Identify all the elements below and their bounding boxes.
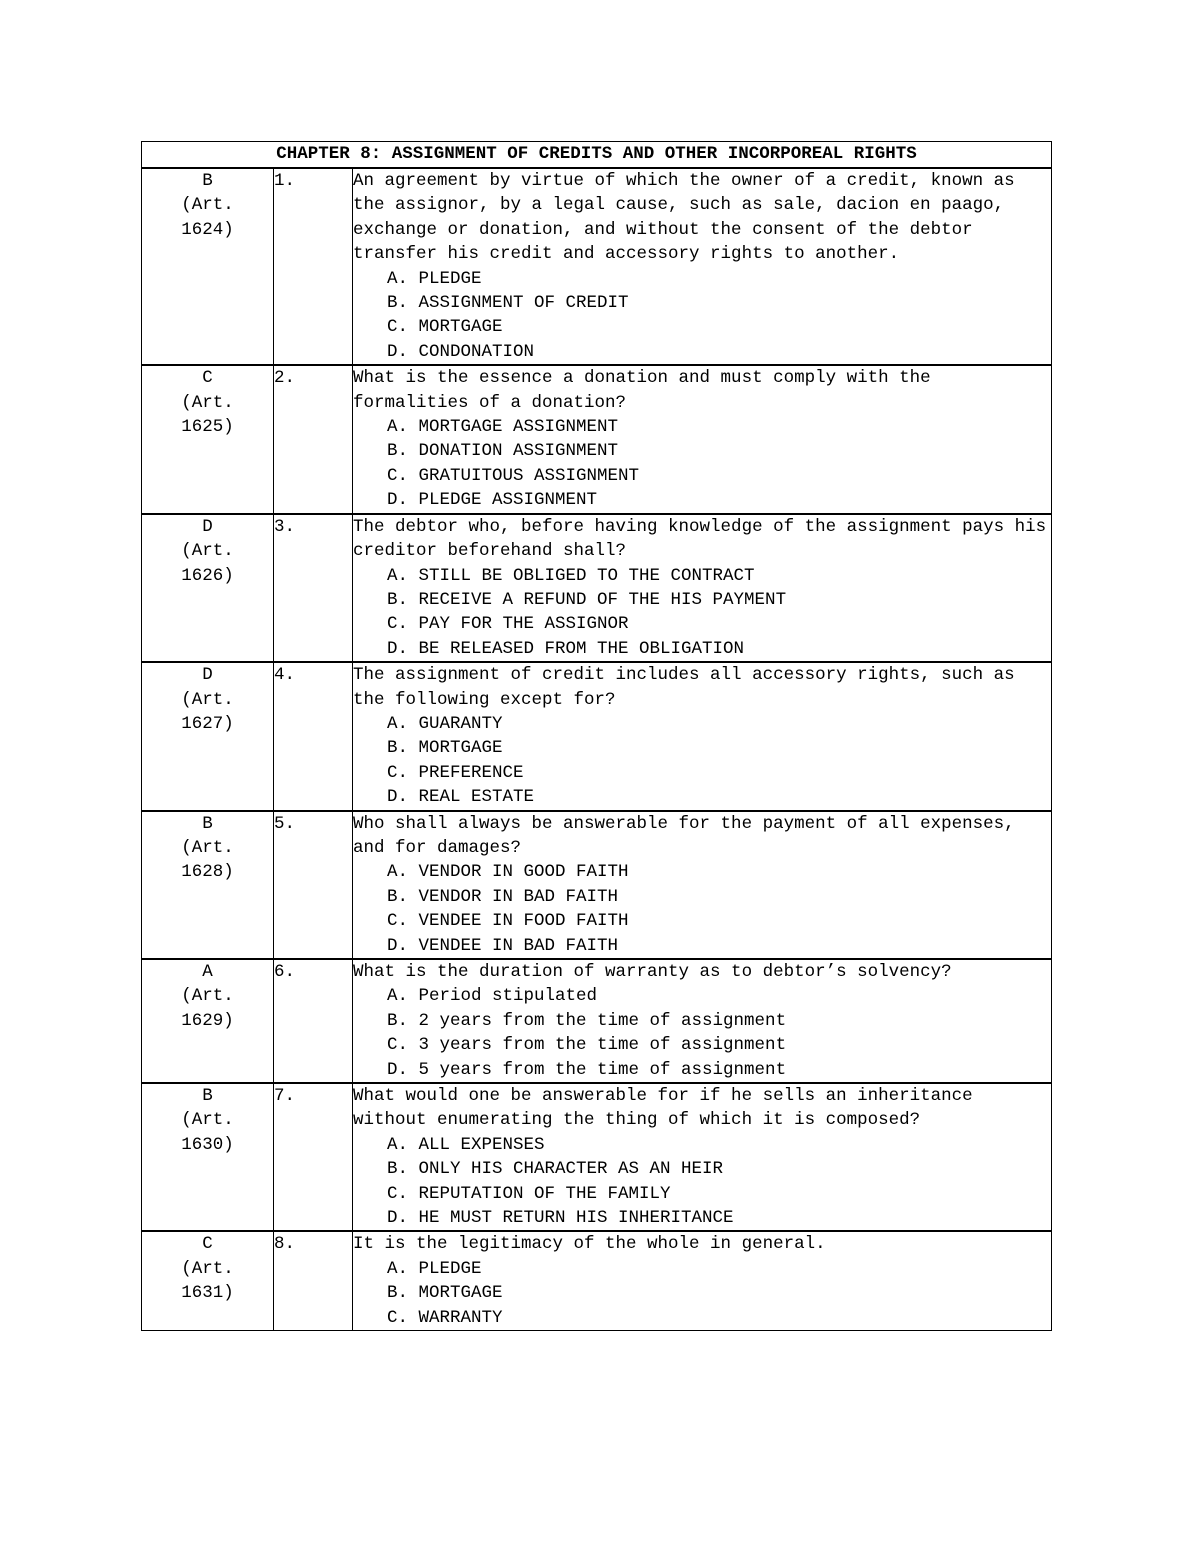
- article-number: 1631): [181, 1283, 234, 1304]
- question-text: It is the legitimacy of the whole in general.: [353, 1234, 826, 1255]
- question-text: The assignment of credit includes all accessory rights, such as the following except for?: [353, 665, 1015, 710]
- answer-letter: A: [202, 962, 213, 982]
- question-number: 5.: [274, 811, 353, 959]
- option-b: B. ASSIGNMENT OF CREDIT: [387, 293, 629, 314]
- article-label: (Art.: [181, 195, 234, 216]
- question-row-5: [142, 811, 1052, 959]
- question-number: 7.: [274, 1083, 353, 1231]
- answer-cell: [142, 959, 274, 1083]
- option-d: D. VENDEE IN BAD FAITH: [387, 935, 619, 956]
- question-row-1: [142, 168, 1052, 365]
- option-a: A. Period stipulated: [387, 986, 598, 1007]
- question-text: The debtor who, before having knowledge of the assignment pays his creditor beforehand shall?: [353, 516, 1047, 562]
- question-cell: [353, 1083, 1052, 1231]
- option-d: D. HE MUST RETURN HIS INHERITANCE: [387, 1208, 734, 1229]
- option-b: B. 2 years from the time of assignment: [387, 1010, 787, 1031]
- question-text: What is the duration of warranty as to debtor’s solvency?: [353, 962, 952, 982]
- question-row-3: [142, 514, 1052, 662]
- question-number: 2.: [274, 365, 353, 513]
- option-a: A. PLEDGE: [387, 268, 482, 289]
- quiz-table: [141, 141, 1052, 1331]
- option-d: D. REAL ESTATE: [387, 787, 535, 808]
- question-text: An agreement by virtue of which the owner of a credit, known as the assignor, by a legal cause, such as sale, dacion en paago, exchange or donation, and without the consent of the debtor transfer his credit and accessory rights to another.: [353, 171, 1015, 265]
- option-a: A. MORTGAGE ASSIGNMENT: [387, 417, 619, 438]
- option-c: C. REPUTATION OF THE FAMILY: [387, 1183, 671, 1204]
- answer-cell: [142, 1083, 274, 1231]
- answer-cell: [142, 168, 274, 365]
- question-row-7: [142, 1083, 1052, 1231]
- option-a: A. GUARANTY: [387, 713, 503, 734]
- question-number: 8.: [274, 1231, 353, 1330]
- option-b: B. MORTGAGE: [387, 1283, 503, 1304]
- answer-letter: D: [202, 516, 213, 537]
- question-cell: [353, 365, 1052, 513]
- option-c: C. MORTGAGE: [387, 317, 503, 338]
- article-label: (Art.: [181, 689, 234, 710]
- question-cell: [353, 662, 1052, 810]
- option-a: A. STILL BE OBLIGED TO THE CONTRACT: [387, 565, 755, 586]
- article-number: 1624): [181, 219, 234, 240]
- option-c: C. 3 years from the time of assignment: [387, 1035, 787, 1056]
- answer-cell: [142, 1231, 274, 1330]
- answer-letter: B: [202, 813, 213, 834]
- question-number: 1.: [274, 168, 353, 365]
- question-cell: [353, 1231, 1052, 1330]
- article-number: 1629): [181, 1010, 234, 1031]
- option-b: B. MORTGAGE: [387, 738, 503, 759]
- option-d: D. BE RELEASED FROM THE OBLIGATION: [387, 638, 745, 659]
- option-b: B. ONLY HIS CHARACTER AS AN HEIR: [387, 1159, 724, 1180]
- article-label: (Art.: [181, 837, 234, 858]
- question-cell: [353, 514, 1052, 662]
- answer-letter: C: [202, 368, 213, 389]
- option-b: B. VENDOR IN BAD FAITH: [387, 886, 619, 907]
- question-cell: [353, 959, 1052, 1083]
- option-d: D. 5 years from the time of assignment: [387, 1059, 787, 1080]
- answer-letter: B: [202, 171, 213, 191]
- article-label: (Art.: [181, 986, 234, 1007]
- option-d: D. PLEDGE ASSIGNMENT: [387, 490, 598, 511]
- option-d: D. CONDONATION: [387, 341, 535, 362]
- question-row-2: [142, 365, 1052, 513]
- question-row-8: [142, 1231, 1052, 1330]
- article-number: 1627): [181, 713, 234, 734]
- question-row-4: [142, 662, 1052, 810]
- article-label: (Art.: [181, 541, 234, 562]
- answer-cell: [142, 514, 274, 662]
- answer-cell: [142, 811, 274, 959]
- option-a: A. ALL EXPENSES: [387, 1134, 545, 1155]
- option-c: C. PREFERENCE: [387, 762, 524, 783]
- article-number: 1625): [181, 417, 234, 438]
- option-b: B. DONATION ASSIGNMENT: [387, 441, 619, 462]
- option-a: A. PLEDGE: [387, 1258, 482, 1279]
- question-cell: [353, 168, 1052, 365]
- option-a: A. VENDOR IN GOOD FAITH: [387, 862, 629, 883]
- article-number: 1628): [181, 862, 234, 883]
- answer-cell: [142, 662, 274, 810]
- question-text: What would one be answerable for if he sells an inheritance without enumerating the thing of which it is composed?: [353, 1086, 973, 1131]
- question-number: 3.: [274, 514, 353, 662]
- option-c: C. PAY FOR THE ASSIGNOR: [387, 614, 629, 635]
- option-c: C. VENDEE IN FOOD FAITH: [387, 911, 629, 932]
- question-row-6: [142, 959, 1052, 1083]
- article-label: (Art.: [181, 1110, 234, 1131]
- answer-letter: B: [202, 1086, 213, 1107]
- answer-letter: C: [202, 1234, 213, 1255]
- article-label: (Art.: [181, 1258, 234, 1279]
- option-b: B. RECEIVE A REFUND OF THE HIS PAYMENT: [387, 589, 787, 610]
- option-c: C. WARRANTY: [387, 1307, 503, 1328]
- question-text: What is the essence a donation and must comply with the formalities of a donation?: [353, 368, 931, 413]
- article-number: 1630): [181, 1134, 234, 1155]
- answer-cell: [142, 365, 274, 513]
- question-number: 6.: [274, 959, 353, 1083]
- question-text: Who shall always be answerable for the payment of all expenses, and for damages?: [353, 813, 1015, 858]
- answer-letter: D: [202, 665, 213, 686]
- question-cell: [353, 811, 1052, 959]
- option-c: C. GRATUITOUS ASSIGNMENT: [387, 465, 640, 486]
- question-number: 4.: [274, 662, 353, 810]
- article-label: (Art.: [181, 392, 234, 413]
- article-number: 1626): [181, 565, 234, 586]
- chapter-title: CHAPTER 8: ASSIGNMENT OF CREDITS AND OTHER INCORPOREAL RIGHTS: [142, 142, 1052, 169]
